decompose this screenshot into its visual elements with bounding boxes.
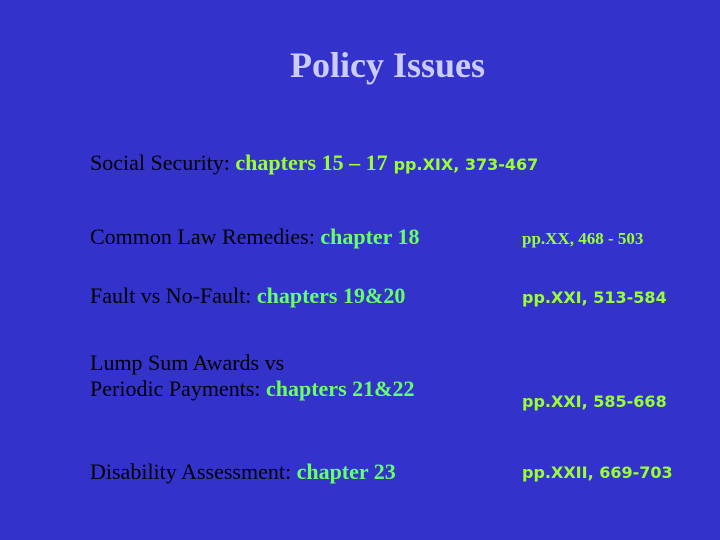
item-pages: pp.XXII, 669-703 [522,463,673,482]
item-disability-assessment [90,459,396,485]
item-pages: pp.XXI, 513-584 [522,288,667,307]
item-lump-sum-awards [90,350,414,402]
item-chapters: chapters 21&22 [265,376,415,401]
item-chapters: chapter 23 [296,459,396,484]
item-social-security [90,150,538,178]
item-fault-vs-no-fault [90,283,405,309]
item-label: Common Law Remedies: [90,224,321,249]
item-chapters: chapters 19&20 [256,283,406,308]
item-label-line1: Lump Sum Awards vs [90,350,285,375]
item-common-law-remedies [90,224,420,250]
item-label: Social Security: [90,150,236,175]
item-pages: pp.XXI, 585-668 [522,392,667,411]
item-chapters: chapters 15 – 17 [235,150,388,175]
item-pages: pp.XX, 468 - 503 [522,229,644,248]
item-label: Fault vs No-Fault: [90,283,257,308]
slide-title: Policy Issues [289,45,485,85]
item-label: Disability Assessment: [90,459,297,484]
item-chapters: chapter 18 [320,224,420,249]
item-label-line2: Periodic Payments: [90,376,266,401]
item-pages: pp.XIX, 373-467 [393,155,539,174]
